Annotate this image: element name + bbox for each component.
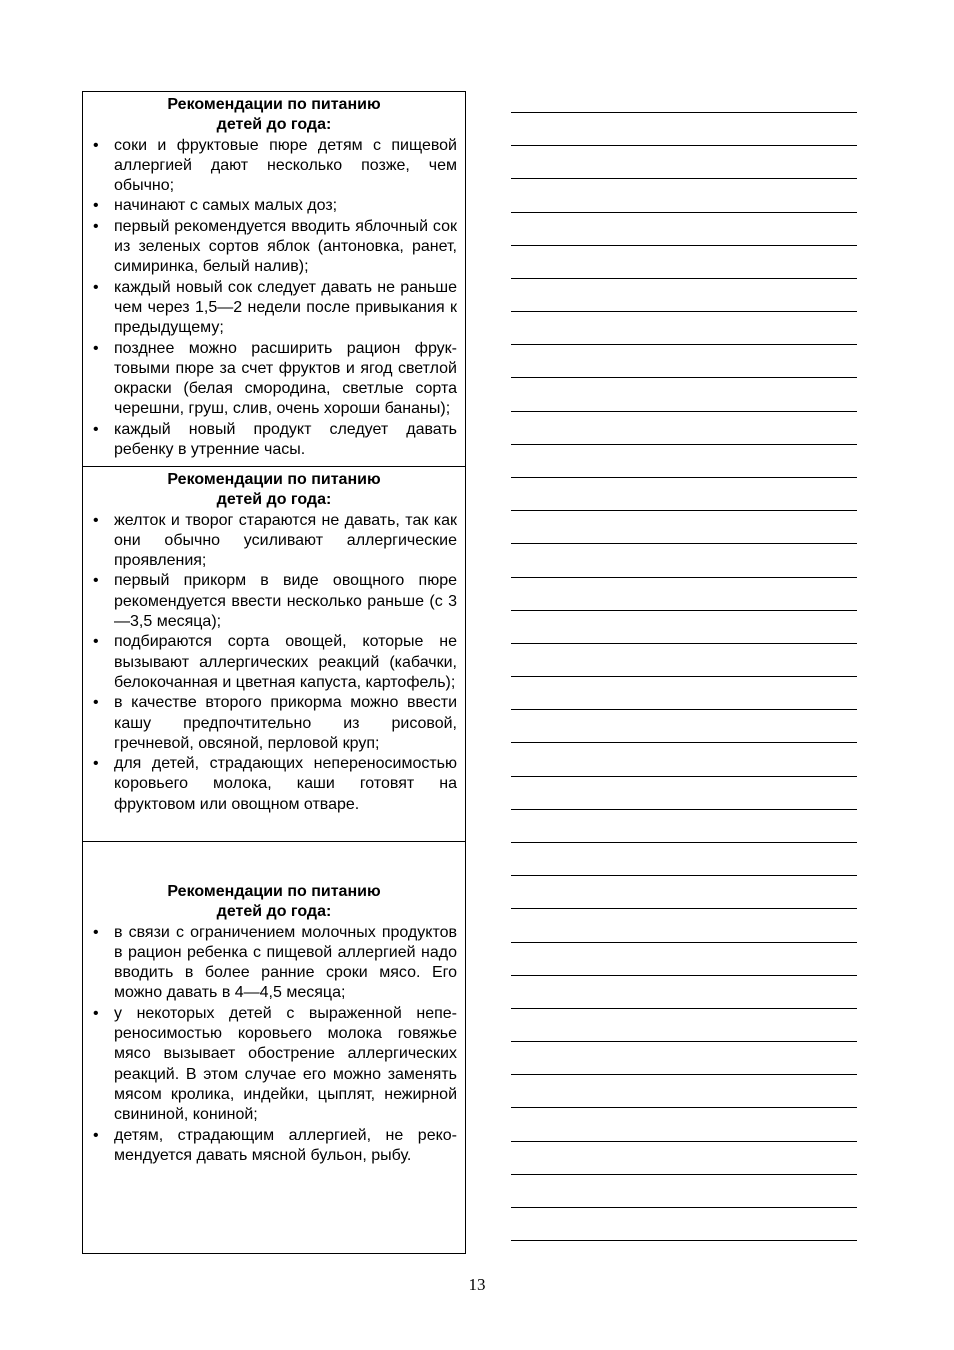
bullet-icon: • — [93, 755, 99, 773]
list-item — [91, 196, 457, 216]
note-line — [511, 178, 857, 179]
list-item-text: каждый новый продукт следует давать ребенку в утренние часы. — [114, 420, 457, 459]
bullet-icon: • — [93, 572, 99, 590]
bullet-icon: • — [93, 694, 99, 712]
bullet-list — [91, 511, 457, 815]
recommendations-column — [82, 91, 466, 1254]
note-line — [511, 809, 857, 810]
notes-lines-area — [511, 0, 857, 1350]
note-line — [511, 245, 857, 246]
list-item-text: начинают с самых малых доз; — [114, 197, 338, 215]
note-line — [511, 610, 857, 611]
recommendation-panel-2 — [83, 467, 465, 842]
note-line — [511, 1074, 857, 1075]
note-line — [511, 1107, 857, 1108]
list-item-text: детям, страдающим аллергией, не рекомендуется давать мясной бульон, рыбу. — [114, 1126, 457, 1164]
note-line — [511, 1041, 857, 1042]
list-item — [91, 278, 457, 339]
list-item — [91, 339, 457, 420]
panel-title-line-2: детей до года: — [216, 116, 332, 134]
panel-title-line-2: детей до года: — [216, 491, 332, 509]
note-line — [511, 145, 857, 146]
note-line — [511, 842, 857, 843]
note-line — [511, 1174, 857, 1175]
list-item — [91, 136, 457, 197]
recommendation-panel-1 — [83, 92, 465, 467]
bullet-icon: • — [93, 1004, 99, 1022]
page-number: 13 — [468, 1275, 486, 1294]
list-item-text: желток и творог стараются не давать, так как они обычно усиливают аллергические проявления; — [114, 511, 457, 570]
list-item — [91, 511, 457, 572]
list-item — [91, 1126, 457, 1167]
panel-title — [91, 95, 457, 136]
note-line — [511, 444, 857, 445]
list-item-text: каждый новый сок следует давать не раньше чем через 1,5—2 недели после привыкания к предыдущему; — [114, 278, 457, 337]
note-line — [511, 212, 857, 213]
note-line — [511, 676, 857, 677]
note-line — [511, 477, 857, 478]
bullet-icon: • — [93, 923, 99, 941]
note-line — [511, 510, 857, 511]
bullet-icon: • — [93, 217, 99, 235]
list-item-text: подбираются сорта овощей, которые не вызывают аллергических реакций (кабачки, белокочанная и цветная капуста, картофель); — [114, 633, 457, 691]
list-item — [91, 420, 457, 461]
recommendation-panel-3 — [83, 842, 465, 1253]
note-line — [511, 543, 857, 544]
note-line — [511, 908, 857, 909]
list-item — [91, 632, 457, 693]
note-line — [511, 411, 857, 412]
note-line — [511, 1240, 857, 1241]
note-line — [511, 344, 857, 345]
note-line — [511, 643, 857, 644]
bullet-icon: • — [93, 420, 99, 438]
list-item-text: соки и фруктовые пюре детям с пищевой аллергией дают несколько позже, чем обычно; — [114, 136, 457, 195]
note-line — [511, 1207, 857, 1208]
list-item — [91, 754, 457, 815]
note-line — [511, 776, 857, 777]
list-item — [91, 693, 457, 754]
bullet-icon: • — [93, 278, 99, 296]
note-line — [511, 1141, 857, 1142]
panel-title-line-1: Рекомендации по питанию — [167, 471, 381, 488]
note-line — [511, 942, 857, 943]
note-line — [511, 577, 857, 578]
note-line — [511, 875, 857, 876]
note-line — [511, 975, 857, 976]
list-item — [91, 923, 457, 1004]
note-line — [511, 1008, 857, 1009]
panel-title-line-1: Рекомендации по питанию — [167, 96, 381, 113]
list-item-text: первый прикорм в виде овощного пюре рекомендуется ввести несколько раньше (с 3—3,5 месяца); — [114, 572, 457, 631]
panel-title — [91, 882, 457, 923]
list-item — [91, 571, 457, 632]
list-item-text: в качестве второго прикорма можно ввести кашу предпочтительно из рисовой, гречневой, овсяной, перловой круп; — [114, 694, 457, 752]
list-item-text: первый рекомендуется вводить яблочный сок из зеленых сортов яблок (антоновка, ранет, симиринка, белый налив); — [114, 217, 457, 276]
bullet-list — [91, 923, 457, 1167]
note-line — [511, 112, 857, 113]
bullet-icon: • — [93, 197, 99, 215]
list-item-text: у некоторых детей с выраженной непереносимостью коровьего молока говяжье мясо вызывает обострение аллергических реакций. В этом случае его можно заменять мясом кролика, индейки, цыплят, нежирной свининой, кониной; — [114, 1004, 457, 1124]
note-line — [511, 709, 857, 710]
note-line — [511, 311, 857, 312]
list-item — [91, 217, 457, 278]
list-item — [91, 1004, 457, 1126]
note-line — [511, 377, 857, 378]
note-line — [511, 742, 857, 743]
list-item-text: позднее можно расширить рацион фруктовыми пюре за счет фруктов и ягод светлой окраски (белая смородина, светлые сорта черешни, груш, слив, очень хороши бананы); — [114, 339, 457, 418]
bullet-icon: • — [93, 511, 99, 529]
bullet-icon: • — [93, 339, 99, 357]
bullet-icon: • — [93, 136, 99, 154]
panel-title — [91, 470, 457, 511]
list-item-text: в связи с ограничением молочных продуктов в рацион ребенка с пищевой аллергией надо вводить в более ранние сроки мясо. Его можно давать в 4—4,5 месяца; — [114, 923, 457, 1002]
note-line — [511, 278, 857, 279]
panel-title-line-2: детей до года: — [216, 903, 332, 921]
bullet-list — [91, 136, 457, 461]
bullet-icon: • — [93, 633, 99, 651]
list-item-text: для детей, страдающих непереносимостью коровьего молока, каши готовят на фруктовом или овощном отваре. — [114, 755, 457, 813]
panel-title-line-1: Рекомендации по питанию — [167, 883, 381, 900]
bullet-icon: • — [93, 1126, 99, 1144]
